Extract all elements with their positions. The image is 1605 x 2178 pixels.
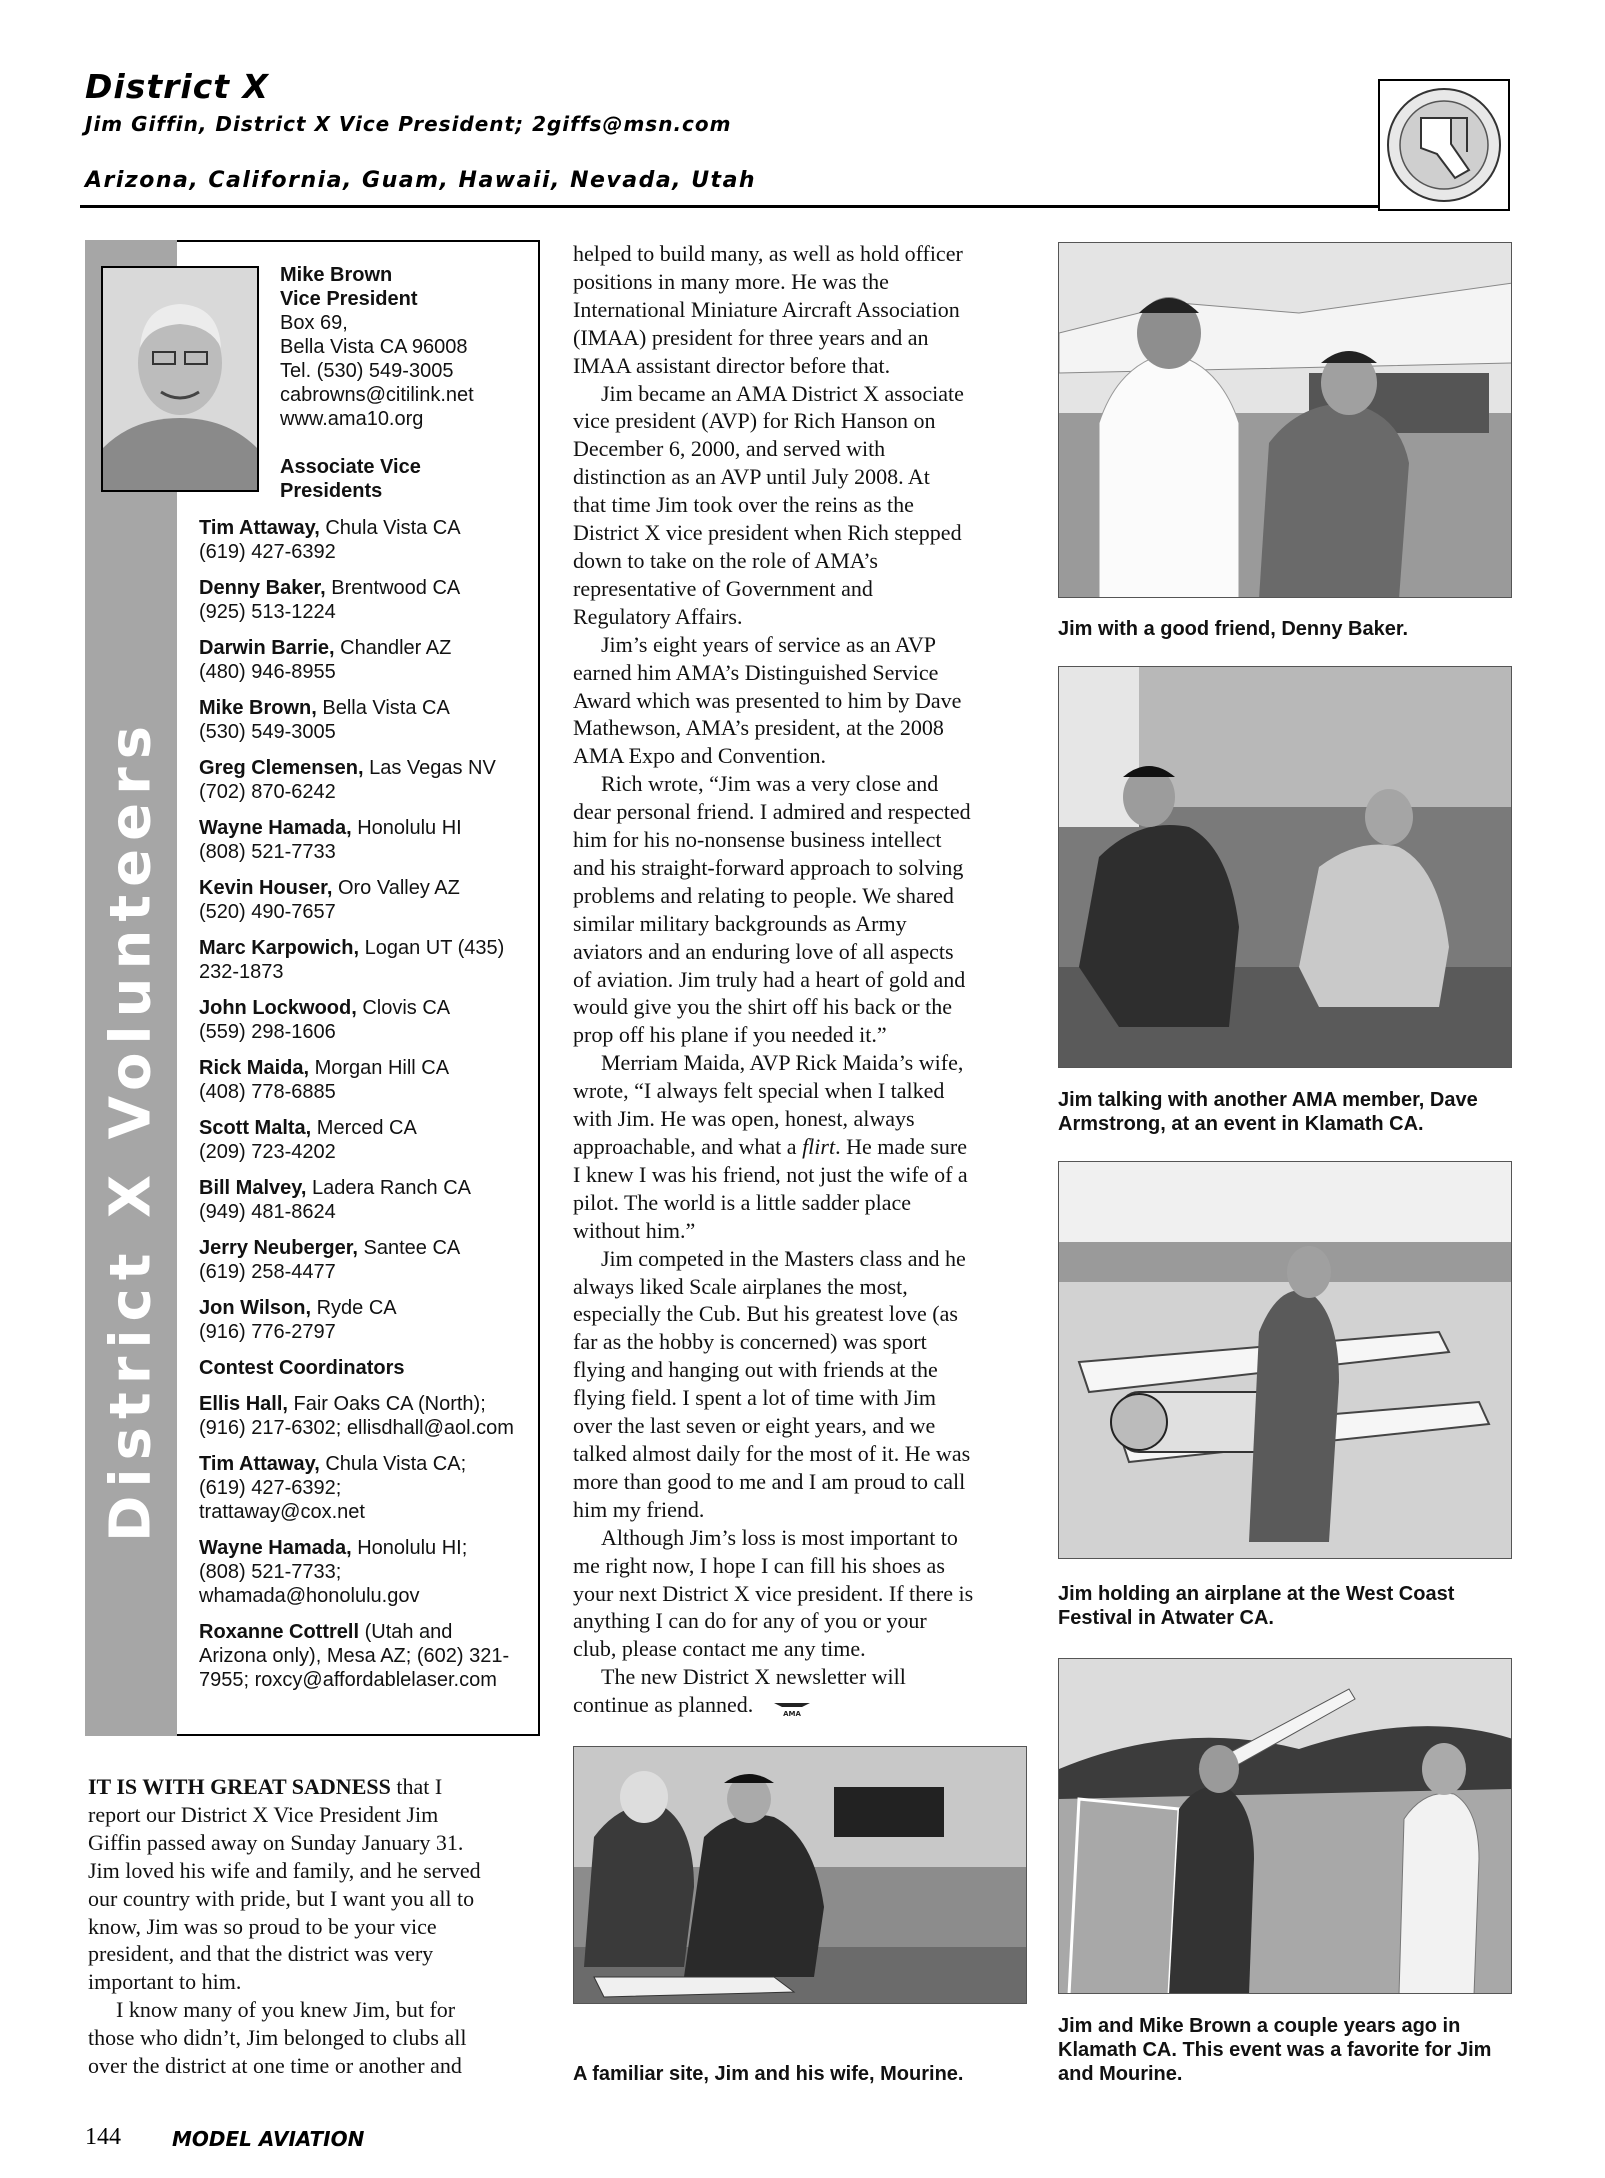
article-line: [573, 826, 1033, 854]
volunteer-place: Santee CA: [357, 1237, 461, 1259]
volunteer-entry: [199, 1116, 529, 1164]
coordinator-contact: 7955; roxcy@affordablelaser.com: [199, 1669, 497, 1691]
district-seal: [1378, 79, 1510, 211]
article-line-text: I know many of you knew Jim, but for: [116, 1997, 456, 2023]
article-line-text: pilot. The world is a little sadder place: [573, 1189, 912, 1215]
article-line-text: important to him.: [88, 1969, 242, 1995]
volunteer-phone: (808) 521-7733: [199, 841, 336, 863]
article-line-text: problems and relating to people. We shared: [573, 882, 954, 908]
volunteer-place: Logan UT (435): [359, 937, 505, 959]
avp-heading-line2: Presidents: [280, 480, 383, 502]
article-line: [573, 1161, 1033, 1189]
article-line: [573, 1049, 1033, 1077]
article-line: [573, 575, 1033, 603]
article-line-text: International Miniature Aircraft Association: [573, 296, 960, 322]
svg-text:AMA: AMA: [783, 1710, 801, 1717]
coordinator-contact: (619) 427-6392;: [199, 1477, 342, 1499]
article-line-text: aviators and an enduring love of all aspects: [573, 938, 954, 964]
coordinator-place: Chula Vista CA;: [319, 1453, 467, 1475]
article-line: [88, 2024, 536, 2052]
article-line-text: would give you the shirt off his back or the: [573, 994, 953, 1020]
volunteer-line: [199, 816, 529, 840]
article-line: [573, 993, 1033, 1021]
volunteer-name: Greg Clemensen,: [199, 757, 364, 779]
volunteer-phone: (520) 490-7657: [199, 901, 336, 923]
article-line: [88, 2052, 536, 2080]
photo-caption: Klamath CA. This event was a favorite for Jim: [1058, 2039, 1492, 2061]
article-line: [573, 1496, 1033, 1524]
volunteer-place: Clovis CA: [356, 997, 451, 1019]
article-line-text: Although Jim’s loss is most important to: [601, 1524, 958, 1550]
volunteer-entry: [199, 816, 529, 864]
article-line: [88, 1773, 536, 1801]
volunteer-entry: [199, 696, 529, 744]
photo-caption: A familiar site, Jim and his wife, Mourine.: [573, 2063, 964, 2085]
seal-icon: [1385, 86, 1503, 204]
article-line-text: down to take on the role of AMA’s: [573, 547, 878, 573]
volunteer-entry: [199, 576, 529, 624]
article-line-text: your next District X vice president. If there is: [573, 1580, 974, 1606]
article-line-text: anything I can do for any of you or your: [573, 1608, 927, 1634]
photo-jim-holding-airplane: [1058, 1161, 1512, 1559]
article-line: [573, 1105, 1033, 1133]
article-line-text: helped to build many, as well as hold officer: [573, 241, 963, 266]
volunteer-phone: (619) 258-4477: [199, 1261, 336, 1283]
volunteer-place: Chula Vista CA: [319, 517, 461, 539]
coordinator-line: [199, 1620, 529, 1644]
article-line-text: I knew I was his friend, not just the wife of a: [573, 1161, 968, 1187]
volunteer-phone: (480) 946-8955: [199, 661, 336, 683]
photo-jim-and-denny-baker: [1058, 242, 1512, 598]
coordinator-entry: [199, 1620, 529, 1692]
article-line: [573, 1552, 1033, 1580]
coordinator-contact: (808) 521-7733;: [199, 1561, 342, 1583]
article-line-text: know, Jim was so proud to be your vice: [88, 1913, 437, 1939]
vp-title: Vice President: [280, 288, 418, 310]
article-line: [573, 687, 1033, 715]
article-line-text: prop off his plane if you needed it.”: [573, 1022, 887, 1048]
article-line-text: IMAA assistant director before that.: [573, 352, 891, 378]
avp-heading-line1: Associate Vice: [280, 456, 421, 478]
coordinator-place: Fair Oaks CA (North);: [287, 1393, 486, 1415]
article-line-text: vice president (AVP) for Rich Hanson on: [573, 408, 936, 434]
volunteer-line: [199, 756, 529, 780]
coordinator-line: [199, 1392, 529, 1416]
header-rule: [80, 205, 1510, 208]
photo-caption: Jim with a good friend, Denny Baker.: [1058, 618, 1409, 640]
article-line: [88, 1885, 536, 1913]
article-line-text: District X vice president when Rich stepped: [573, 520, 962, 546]
volunteer-name: Wayne Hamada,: [199, 817, 352, 839]
article-line: [573, 1021, 1033, 1049]
article-line-text: our country with pride, but I want you all to: [88, 1885, 475, 1911]
article-line-text: without him.”: [573, 1217, 696, 1243]
volunteer-entry: [199, 636, 529, 684]
coordinator-place: (Utah and: [359, 1621, 453, 1643]
article-line-text: especially the Cub. But his greatest love (as: [573, 1301, 958, 1327]
article-line-text: Regulatory Affairs.: [573, 603, 743, 629]
article-line: [573, 1580, 1033, 1608]
photo-caption: Jim holding an airplane at the West Coast: [1058, 1583, 1455, 1605]
volunteer-place: Ladera Ranch CA: [306, 1177, 471, 1199]
article-line-text: that time Jim took over the reins as the: [573, 492, 914, 518]
vp-website[interactable]: www.ama10.org: [280, 408, 424, 430]
article-line-text: club, please contact me any time.: [573, 1636, 866, 1662]
volunteer-line: [199, 1176, 529, 1200]
ama-end-mark: [772, 1697, 812, 1722]
article-line-text: Mathewson, AMA’s president, at the 2008: [573, 715, 944, 741]
vp-email[interactable]: cabrowns@citilink.net: [280, 384, 474, 406]
photo-caption: and Mourine.: [1058, 2063, 1183, 2085]
article-line-text: dear personal friend. I admired and respected: [573, 799, 971, 825]
article-line: [573, 296, 1033, 324]
article-line: [88, 1857, 536, 1885]
volunteer-place: Las Vegas NV: [363, 757, 496, 779]
article-line-text: Merriam Maida, AVP Rick Maida’s wife,: [601, 1050, 964, 1076]
volunteer-phone: (916) 776-2797: [199, 1321, 336, 1343]
coordinator-contact: trattaway@cox.net: [199, 1501, 365, 1523]
volunteer-phone: (209) 723-4202: [199, 1141, 336, 1163]
volunteer-phone: (949) 481-8624: [199, 1201, 336, 1223]
article-line: [573, 1273, 1033, 1301]
article-line-text: over the district at one time or another and: [88, 2053, 462, 2079]
article-line-text: flying field. I spent a lot of time with Jim: [573, 1385, 936, 1411]
volunteer-line: [199, 1236, 529, 1260]
article-line-text: Award which was presented to him by Dave: [573, 687, 962, 713]
article-line: [573, 324, 1033, 352]
coordinator-contact: Arizona only), Mesa AZ; (602) 321-: [199, 1645, 510, 1667]
article-line: [573, 1412, 1033, 1440]
sidebar-band-label: District X Volunteers: [98, 717, 164, 1543]
article-line: [573, 1440, 1033, 1468]
volunteer-name: Rick Maida,: [199, 1057, 310, 1079]
volunteer-name: Marc Karpowich,: [199, 937, 360, 959]
article-line: [573, 1663, 1033, 1691]
article-line: [573, 770, 1033, 798]
photo-jim-and-mourine: [573, 1746, 1027, 2004]
emphasis: flirt: [802, 1134, 836, 1159]
coordinator-name: Roxanne Cottrell: [199, 1621, 360, 1643]
article-line-text: Jim loved his wife and family, and he served: [88, 1857, 481, 1883]
volunteer-phone: (619) 427-6392: [199, 541, 336, 563]
vice-president-portrait: [101, 266, 259, 492]
volunteer-entry: [199, 936, 529, 984]
article-line: [573, 1607, 1033, 1635]
photo-jim-and-dave-armstrong: [1058, 666, 1512, 1068]
volunteer-place: Bella Vista CA: [316, 697, 450, 719]
photo-caption: Jim and Mike Brown a couple years ago in: [1058, 2015, 1461, 2037]
article-line-text: distinction as an AVP until July 2008. At: [573, 464, 930, 490]
article-line: [88, 1940, 536, 1968]
article-line-text: December 6, 2000, and served with: [573, 436, 886, 462]
avp-heading: [280, 455, 421, 503]
article-line: [573, 1524, 1033, 1552]
volunteer-name: John Lockwood,: [199, 997, 357, 1019]
article-column-1: [88, 1773, 536, 2080]
article-line: [573, 380, 1033, 408]
volunteer-list: [199, 516, 529, 1704]
article-line-text: positions in many more. He was the: [573, 268, 889, 294]
article-line-text: Jim competed in the Masters class and he: [601, 1245, 966, 1271]
article-line: [573, 966, 1033, 994]
photo-caption: Jim talking with another AMA member, Dave: [1058, 1089, 1478, 1111]
article-line: [88, 1913, 536, 1941]
article-line: [573, 938, 1033, 966]
coordinator-contact: whamada@honolulu.gov: [199, 1585, 420, 1607]
article-line-text: always liked Scale airplanes the most,: [573, 1273, 908, 1299]
volunteer-entry: [199, 1176, 529, 1224]
article-line-text: president, and that the district was very: [88, 1941, 434, 1967]
article-line-text: me right now, I hope I can fill his shoes as: [573, 1552, 945, 1578]
volunteer-line: [199, 936, 529, 960]
article-line: [573, 1077, 1033, 1105]
volunteer-line: [199, 996, 529, 1020]
article-line-text: of aviation. Jim truly had a heart of gold and: [573, 966, 966, 992]
lead-in: IT IS WITH GREAT SADNESS: [88, 1774, 391, 1799]
article-line: [573, 659, 1033, 687]
article-line-text: him for his no-nonsense business intellect: [573, 827, 942, 853]
volunteer-line: [199, 1056, 529, 1080]
coordinator-entry: [199, 1452, 529, 1524]
coordinator-name: Wayne Hamada,: [199, 1537, 352, 1559]
article-line: [573, 268, 1033, 296]
volunteer-phone: (408) 778-6885: [199, 1081, 336, 1103]
article-line: [573, 882, 1033, 910]
volunteer-line: [199, 1296, 529, 1320]
vp-phone: Tel. (530) 549-3005: [280, 360, 454, 382]
article-line: [573, 1245, 1033, 1273]
article-line: [573, 1356, 1033, 1384]
article-line-text: with Jim. He was open, honest, always: [573, 1106, 915, 1132]
article-line-text: Rich wrote, “Jim was a very close and: [601, 771, 939, 797]
coordinator-contact: (916) 217-6302; ellisdhall@aol.com: [199, 1417, 514, 1439]
article-line: [88, 1968, 536, 1996]
volunteer-name: Jerry Neuberger,: [199, 1237, 358, 1259]
district-states: Arizona, California, Guam, Hawaii, Nevada, Utah: [85, 168, 757, 193]
page-title: District X: [85, 67, 269, 106]
article-line: [573, 1635, 1033, 1663]
page-subtitle: Jim Giffin, District X Vice President; 2giffs@msn.com: [85, 112, 732, 136]
volunteer-entry: [199, 1056, 529, 1104]
volunteer-entry: [199, 756, 529, 804]
volunteer-entry: [199, 516, 529, 564]
article-line: [573, 798, 1033, 826]
article-line-text: report our District X Vice President Jim: [88, 1801, 439, 1827]
article-line: [573, 491, 1033, 519]
article-line-text: The new District X newsletter will: [601, 1664, 906, 1690]
volunteer-place: Oro Valley AZ: [332, 877, 460, 899]
volunteer-phone: (702) 870-6242: [199, 781, 336, 803]
photo-caption: Armstrong, at an event in Klamath CA.: [1058, 1113, 1424, 1135]
photo-caption: Festival in Atwater CA.: [1058, 1607, 1274, 1629]
article-line-text: continue as planned.: [573, 1692, 754, 1718]
contest-coordinators-heading: [199, 1356, 529, 1380]
article-line: [573, 240, 1033, 268]
volunteer-name: Mike Brown,: [199, 697, 317, 719]
vp-name: Mike Brown: [280, 264, 393, 286]
article-line-text: Jim’s eight years of service as an AVP: [601, 631, 937, 657]
volunteer-phone: 232-1873: [199, 961, 284, 983]
coordinator-entry: [199, 1536, 529, 1608]
article-line: [573, 1468, 1033, 1496]
article-line: [573, 519, 1033, 547]
article-line-text: and his straight-forward approach to solving: [573, 854, 964, 880]
page-number: 144: [85, 2124, 121, 2150]
article-line: [573, 463, 1033, 491]
article-line: [573, 407, 1033, 435]
article-line-text: AMA Expo and Convention.: [573, 743, 826, 769]
article-line-text: him my friend.: [573, 1496, 705, 1522]
article-line: [573, 603, 1033, 631]
volunteer-name: Kevin Houser,: [199, 877, 333, 899]
vp-address1: Box 69,: [280, 312, 348, 334]
article-line-text: more than good to me and I am proud to call: [573, 1468, 966, 1494]
coordinator-name: Tim Attaway,: [199, 1453, 320, 1475]
article-line-text: Jim became an AMA District X associate: [601, 380, 964, 406]
volunteer-place: Chandler AZ: [334, 637, 452, 659]
article-line-text: (IMAA) president for three years and an: [573, 324, 929, 350]
volunteer-entry: [199, 1236, 529, 1284]
article-column-2: [573, 240, 1033, 1719]
article-line: [88, 1996, 536, 2024]
article-line: [573, 1300, 1033, 1328]
volunteer-place: Brentwood CA: [325, 577, 461, 599]
volunteer-place: Ryde CA: [311, 1297, 397, 1319]
article-line-text: approachable, and what a: [573, 1134, 803, 1159]
article-line-text: flying and hanging out with friends at the: [573, 1357, 938, 1383]
article-line: [573, 435, 1033, 463]
article-line: [88, 1801, 536, 1829]
volunteer-phone: (925) 513-1224: [199, 601, 336, 623]
volunteer-name: Darwin Barrie,: [199, 637, 335, 659]
article-line-text: earned him AMA’s Distinguished Service: [573, 659, 939, 685]
contest-heading-text: Contest Coordinators: [199, 1357, 405, 1379]
article-line-text: over the last seven or eight years, and we: [573, 1413, 936, 1439]
article-line: [573, 854, 1033, 882]
volunteer-name: Jon Wilson,: [199, 1297, 312, 1319]
volunteer-name: Bill Malvey,: [199, 1177, 307, 1199]
volunteer-line: [199, 696, 529, 720]
volunteer-entry: [199, 876, 529, 924]
volunteer-line: [199, 876, 529, 900]
coordinator-line: [199, 1536, 529, 1560]
article-line-text: talked almost daily for the most of it. He was: [573, 1440, 971, 1466]
article-line-text: . He made sure: [835, 1134, 968, 1159]
article-line: [573, 910, 1033, 938]
volunteer-entry: [199, 996, 529, 1044]
article-line: [573, 1133, 1033, 1161]
article-line-text: Giffin passed away on Sunday January 31.: [88, 1829, 464, 1855]
volunteer-place: Morgan Hill CA: [309, 1057, 450, 1079]
volunteer-phone: (559) 298-1606: [199, 1021, 336, 1043]
article-line: [573, 1384, 1033, 1412]
coordinator-name: Ellis Hall,: [199, 1393, 288, 1415]
article-line: [573, 1217, 1033, 1245]
photo-jim-and-mike-brown: [1058, 1658, 1512, 1994]
article-line-text: those who didn’t, Jim belonged to clubs all: [88, 2025, 467, 2051]
magazine-name: MODEL AVIATION: [172, 2127, 365, 2151]
volunteer-name: Scott Malta,: [199, 1117, 312, 1139]
article-line: [88, 1829, 536, 1857]
article-line: [573, 1328, 1033, 1356]
volunteer-line: [199, 636, 529, 660]
volunteer-place: Honolulu HI: [351, 817, 462, 839]
article-line-text: wrote, “I always felt special when I talked: [573, 1078, 945, 1104]
coordinator-line: [199, 1452, 529, 1476]
article-line: [573, 714, 1033, 742]
article-line-text: similar military backgrounds as Army: [573, 910, 907, 936]
volunteer-phone: (530) 549-3005: [199, 721, 336, 743]
coordinator-place: Honolulu HI;: [351, 1537, 468, 1559]
vice-president-contact: [280, 263, 474, 431]
article-line: [573, 352, 1033, 380]
volunteer-name: Tim Attaway,: [199, 517, 320, 539]
vp-address2: Bella Vista CA 96008: [280, 336, 468, 358]
volunteer-entry: [199, 1296, 529, 1344]
article-line: [573, 631, 1033, 659]
article-line-text: far as the hobby is concerned) was sport: [573, 1329, 927, 1355]
article-line-text: representative of Government and: [573, 575, 873, 601]
volunteer-line: [199, 516, 529, 540]
volunteer-name: Denny Baker,: [199, 577, 326, 599]
coordinator-entry: [199, 1392, 529, 1440]
ama-wings-icon: [772, 1697, 812, 1717]
article-line: [573, 1189, 1033, 1217]
article-line: [573, 547, 1033, 575]
volunteer-line: [199, 1116, 529, 1140]
volunteer-place: Merced CA: [311, 1117, 417, 1139]
article-line: [573, 742, 1033, 770]
article-line-text: that I: [390, 1774, 443, 1799]
volunteer-line: [199, 576, 529, 600]
